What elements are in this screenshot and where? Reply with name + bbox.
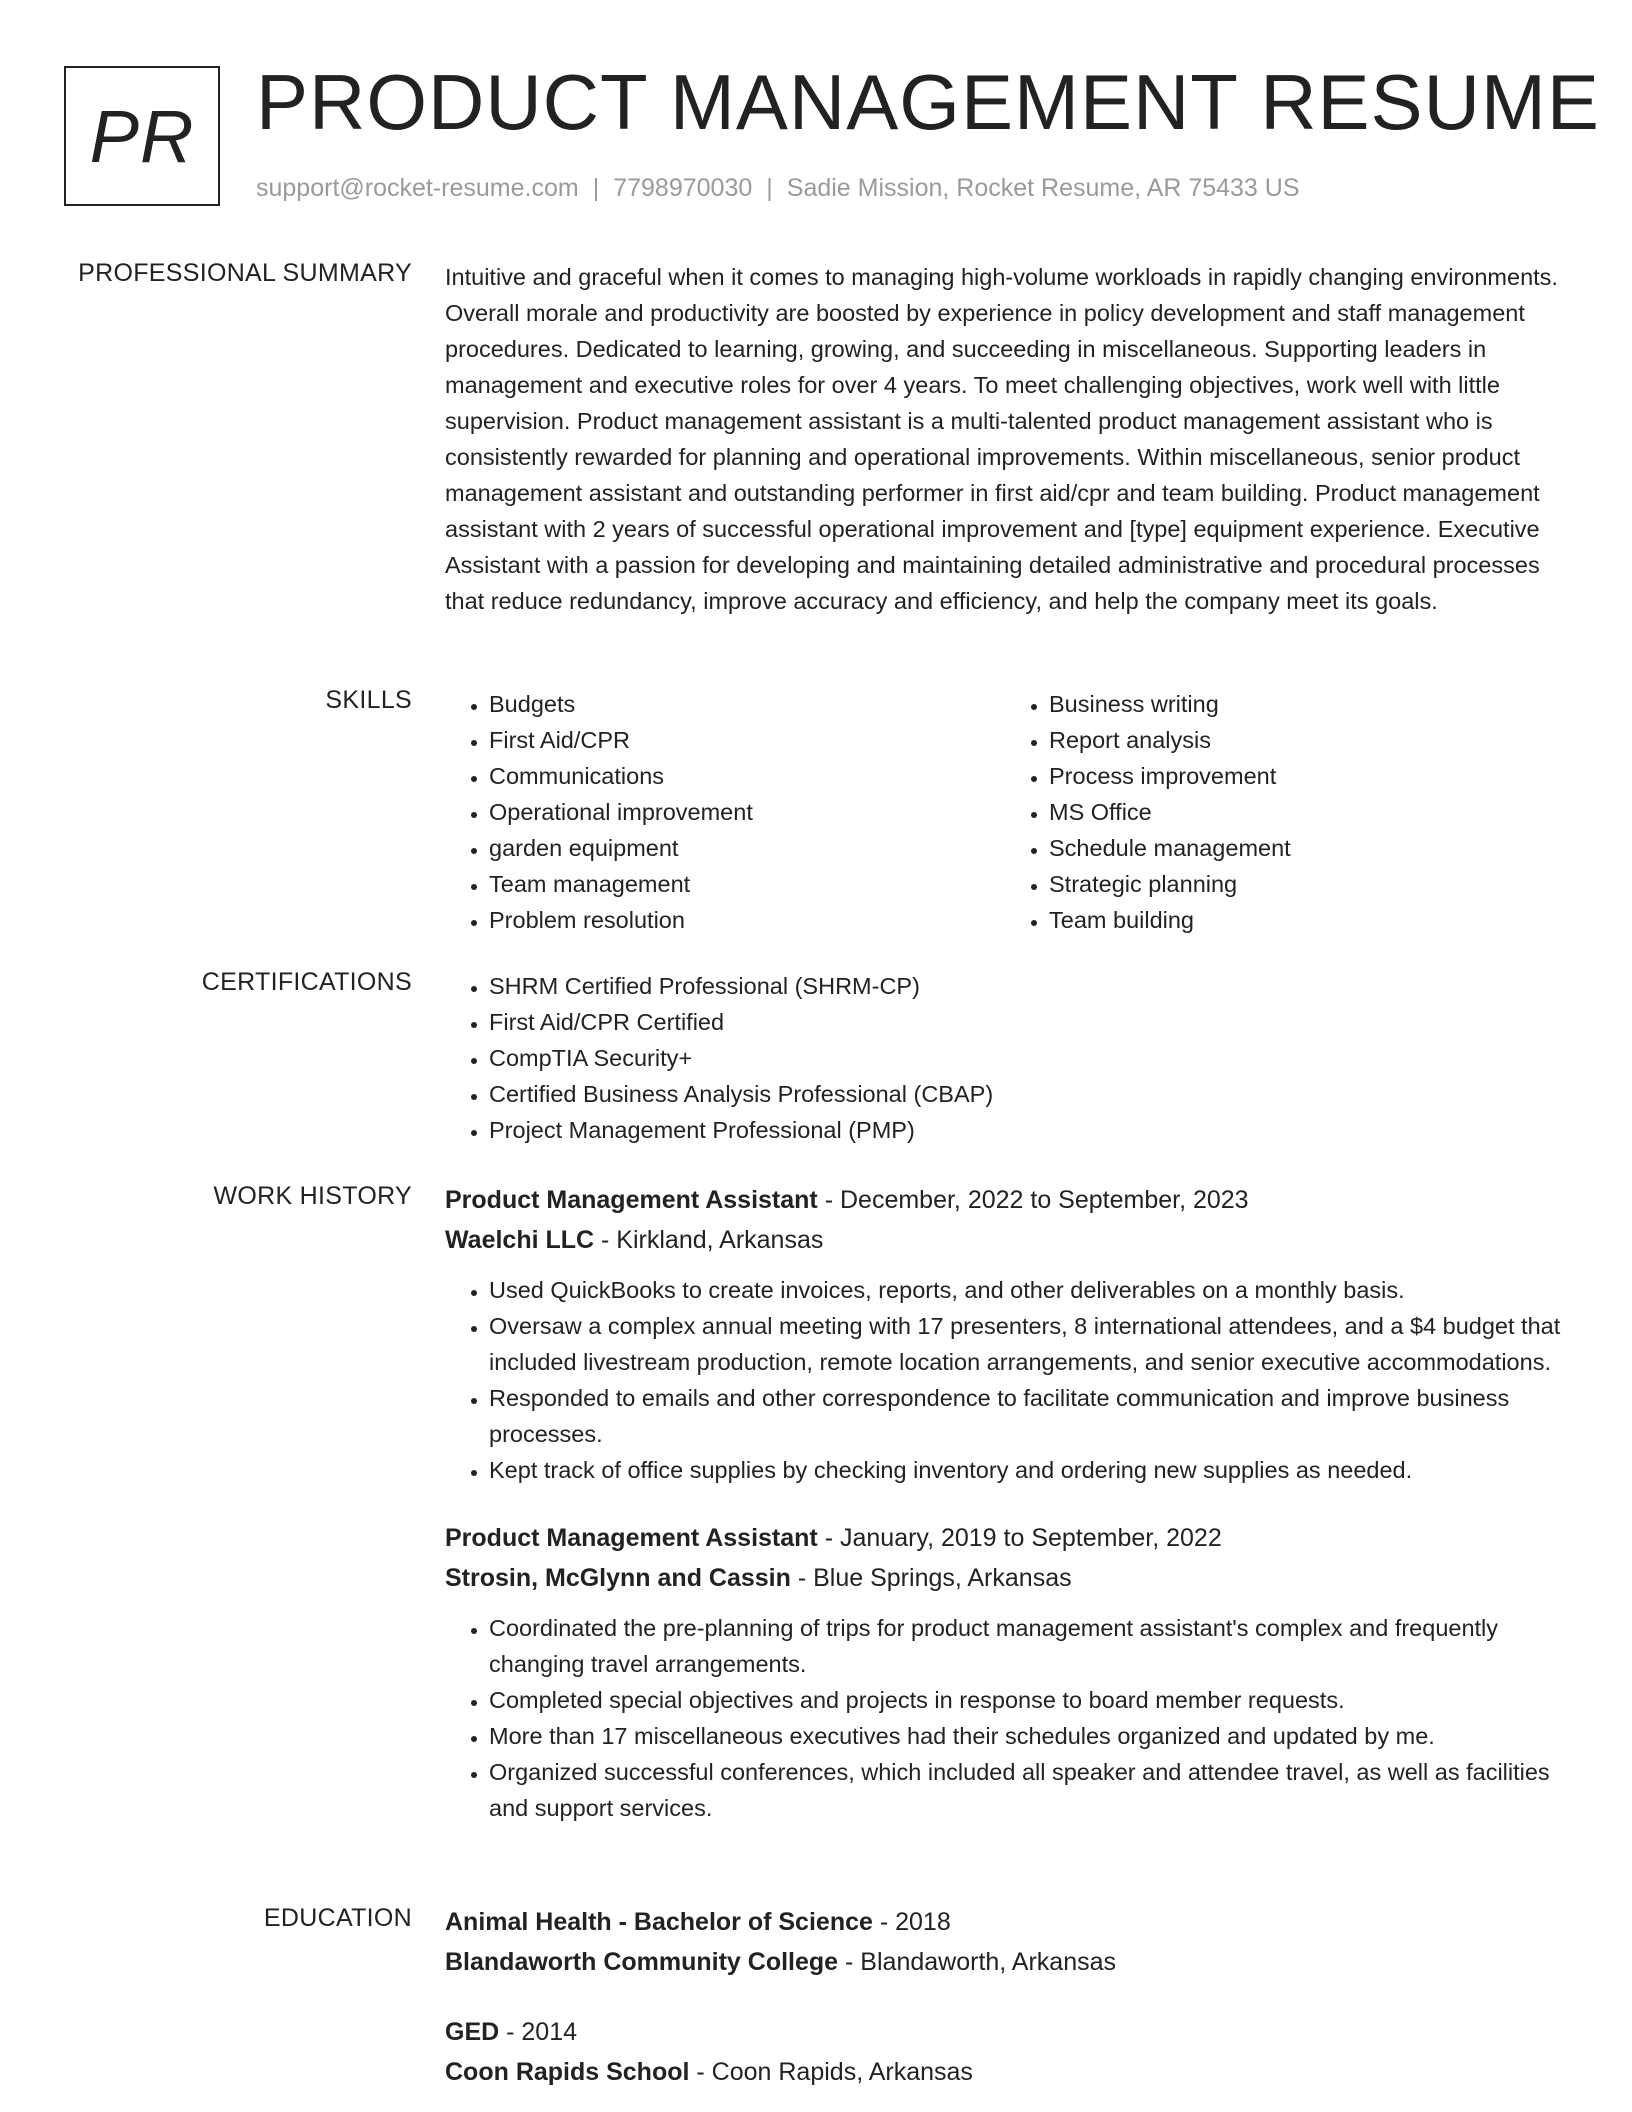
work-history-label: WORK HISTORY <box>213 1182 412 1210</box>
job-company-line <box>445 1220 1565 1260</box>
skill-item: • Process improvement <box>1049 758 1565 794</box>
education-school: Coon Rapids School <box>445 2058 690 2086</box>
skill-item: • Operational improvement <box>489 794 1005 830</box>
skill-item: • Business writing <box>1049 686 1565 722</box>
monogram-logo: PR <box>64 66 220 206</box>
skill-item: • garden equipment <box>489 830 1005 866</box>
summary-text: Intuitive and graceful when it comes to managing high-volume workloads in rapidly changing environments. Overall morale and productivity are boosted by experience in policy development and staff management procedures. Dedicated to learning, growing, and succeeding in miscellaneous. Supporting leaders in management and executive roles for over 4 years. To meet challenging objectives, work well with little supervision. Product management assistant is a multi-talented product management assistant who is consistently rewarded for planning and operational improvements. Within miscellaneous, senior product management assistant and outstanding performer in first aid/cpr and team building. Product management assistant with 2 years of successful operational improvement and [type] equipment experience. Executive Assistant with a passion for developing and maintaining detailed administrative and procedural processes that reduce redundancy, improve accuracy and efficiency, and help the company meet its goals. <box>445 264 1558 614</box>
education-degree-line <box>445 2012 1565 2052</box>
job-title: Product Management Assistant <box>445 1524 818 1552</box>
certification-item: • Project Management Professional (PMP) <box>489 1112 1565 1148</box>
certifications-list <box>445 968 1565 1148</box>
job-dates: - January, 2019 to September, 2022 <box>817 1524 1222 1552</box>
contact-separator: | <box>592 174 600 202</box>
job-bullet: • Coordinated the pre-planning of trips for product management assistant's complex and frequently changing travel arrangements. <box>489 1610 1565 1682</box>
skill-item: • Budgets <box>489 686 1005 722</box>
certification-item: • CompTIA Security+ <box>489 1040 1565 1076</box>
education-degree: Animal Health - Bachelor of Science <box>445 1908 873 1936</box>
skill-item: • Team building <box>1049 902 1565 938</box>
contact-email: support@rocket-resume.com <box>256 174 579 202</box>
education-year: - 2018 <box>872 1908 951 1936</box>
job-bullet: • Organized successful conferences, which included all speaker and attendee travel, as well as facilities and support services. <box>489 1754 1565 1826</box>
contact-address: Sadie Mission, Rocket Resume, AR 75433 US <box>786 174 1300 202</box>
contact-phone: 7798970030 <box>613 174 753 202</box>
skill-item: • First Aid/CPR <box>489 722 1005 758</box>
job-bullet: • Used QuickBooks to create invoices, reports, and other deliverables on a monthly basis. <box>489 1272 1565 1308</box>
education-location: - Blandaworth, Arkansas <box>838 1948 1117 1976</box>
education-label: EDUCATION <box>263 1904 412 1932</box>
education-content <box>445 1902 1565 2092</box>
education-location: - Coon Rapids, Arkansas <box>689 2058 973 2086</box>
page-title: PRODUCT MANAGEMENT RESUME <box>256 58 1600 146</box>
job-company: Strosin, McGlynn and Cassin <box>445 1564 791 1592</box>
job-bullet: • Responded to emails and other correspondence to facilitate communication and improve business processes. <box>489 1380 1565 1452</box>
contact-line <box>256 174 1300 203</box>
education-entry <box>445 1902 1565 1982</box>
job-bullet: • Kept track of office supplies by checking inventory and ordering new supplies as needed. <box>489 1452 1565 1488</box>
skills-label: SKILLS <box>325 686 412 714</box>
skill-item: • Schedule management <box>1049 830 1565 866</box>
certification-item: • Certified Business Analysis Professional (CBAP) <box>489 1076 1565 1112</box>
job-entry <box>445 1180 1565 1488</box>
work-history-content <box>445 1180 1565 1826</box>
job-bullets <box>445 1272 1565 1488</box>
education-degree: GED <box>445 2018 500 2046</box>
skill-item: • Team management <box>489 866 1005 902</box>
skill-item: • Problem resolution <box>489 902 1005 938</box>
job-bullets <box>445 1610 1565 1826</box>
skills-list-left <box>445 686 1005 938</box>
job-bullet: • Oversaw a complex annual meeting with 17 presenters, 8 international attendees, and a $4 budget that included livestream production, remote location arrangements, and senior executive accommodations. <box>489 1308 1565 1380</box>
job-company: Waelchi LLC <box>445 1226 595 1254</box>
education-year: - 2014 <box>499 2018 578 2046</box>
skills-columns <box>445 686 1565 938</box>
skill-item: • Communications <box>489 758 1005 794</box>
job-dates: - December, 2022 to September, 2023 <box>817 1186 1249 1214</box>
skill-item: • Report analysis <box>1049 722 1565 758</box>
skills-list-right <box>1005 686 1565 938</box>
certification-item: • SHRM Certified Professional (SHRM-CP) <box>489 968 1565 1004</box>
skill-item: • MS Office <box>1049 794 1565 830</box>
job-title-line <box>445 1518 1565 1558</box>
job-location: - Kirkland, Arkansas <box>594 1226 824 1254</box>
education-school: Blandaworth Community College <box>445 1948 839 1976</box>
certifications-label: CERTIFICATIONS <box>201 968 412 996</box>
education-school-line <box>445 1942 1565 1982</box>
certifications-content <box>445 968 1565 1148</box>
job-bullet: • Completed special objectives and projects in response to board member requests. <box>489 1682 1565 1718</box>
job-entry <box>445 1518 1565 1826</box>
job-title-line <box>445 1180 1565 1220</box>
job-bullet: • More than 17 miscellaneous executives had their schedules organized and updated by me. <box>489 1718 1565 1754</box>
education-school-line <box>445 2052 1565 2092</box>
education-entry <box>445 2012 1565 2092</box>
job-location: - Blue Springs, Arkansas <box>790 1564 1072 1592</box>
contact-separator: | <box>766 174 773 202</box>
job-company-line <box>445 1558 1565 1598</box>
education-degree-line <box>445 1902 1565 1942</box>
job-title: Product Management Assistant <box>445 1186 818 1214</box>
skill-item: • Strategic planning <box>1049 866 1565 902</box>
summary-label: PROFESSIONAL SUMMARY <box>78 259 412 287</box>
certification-item: • First Aid/CPR Certified <box>489 1004 1565 1040</box>
